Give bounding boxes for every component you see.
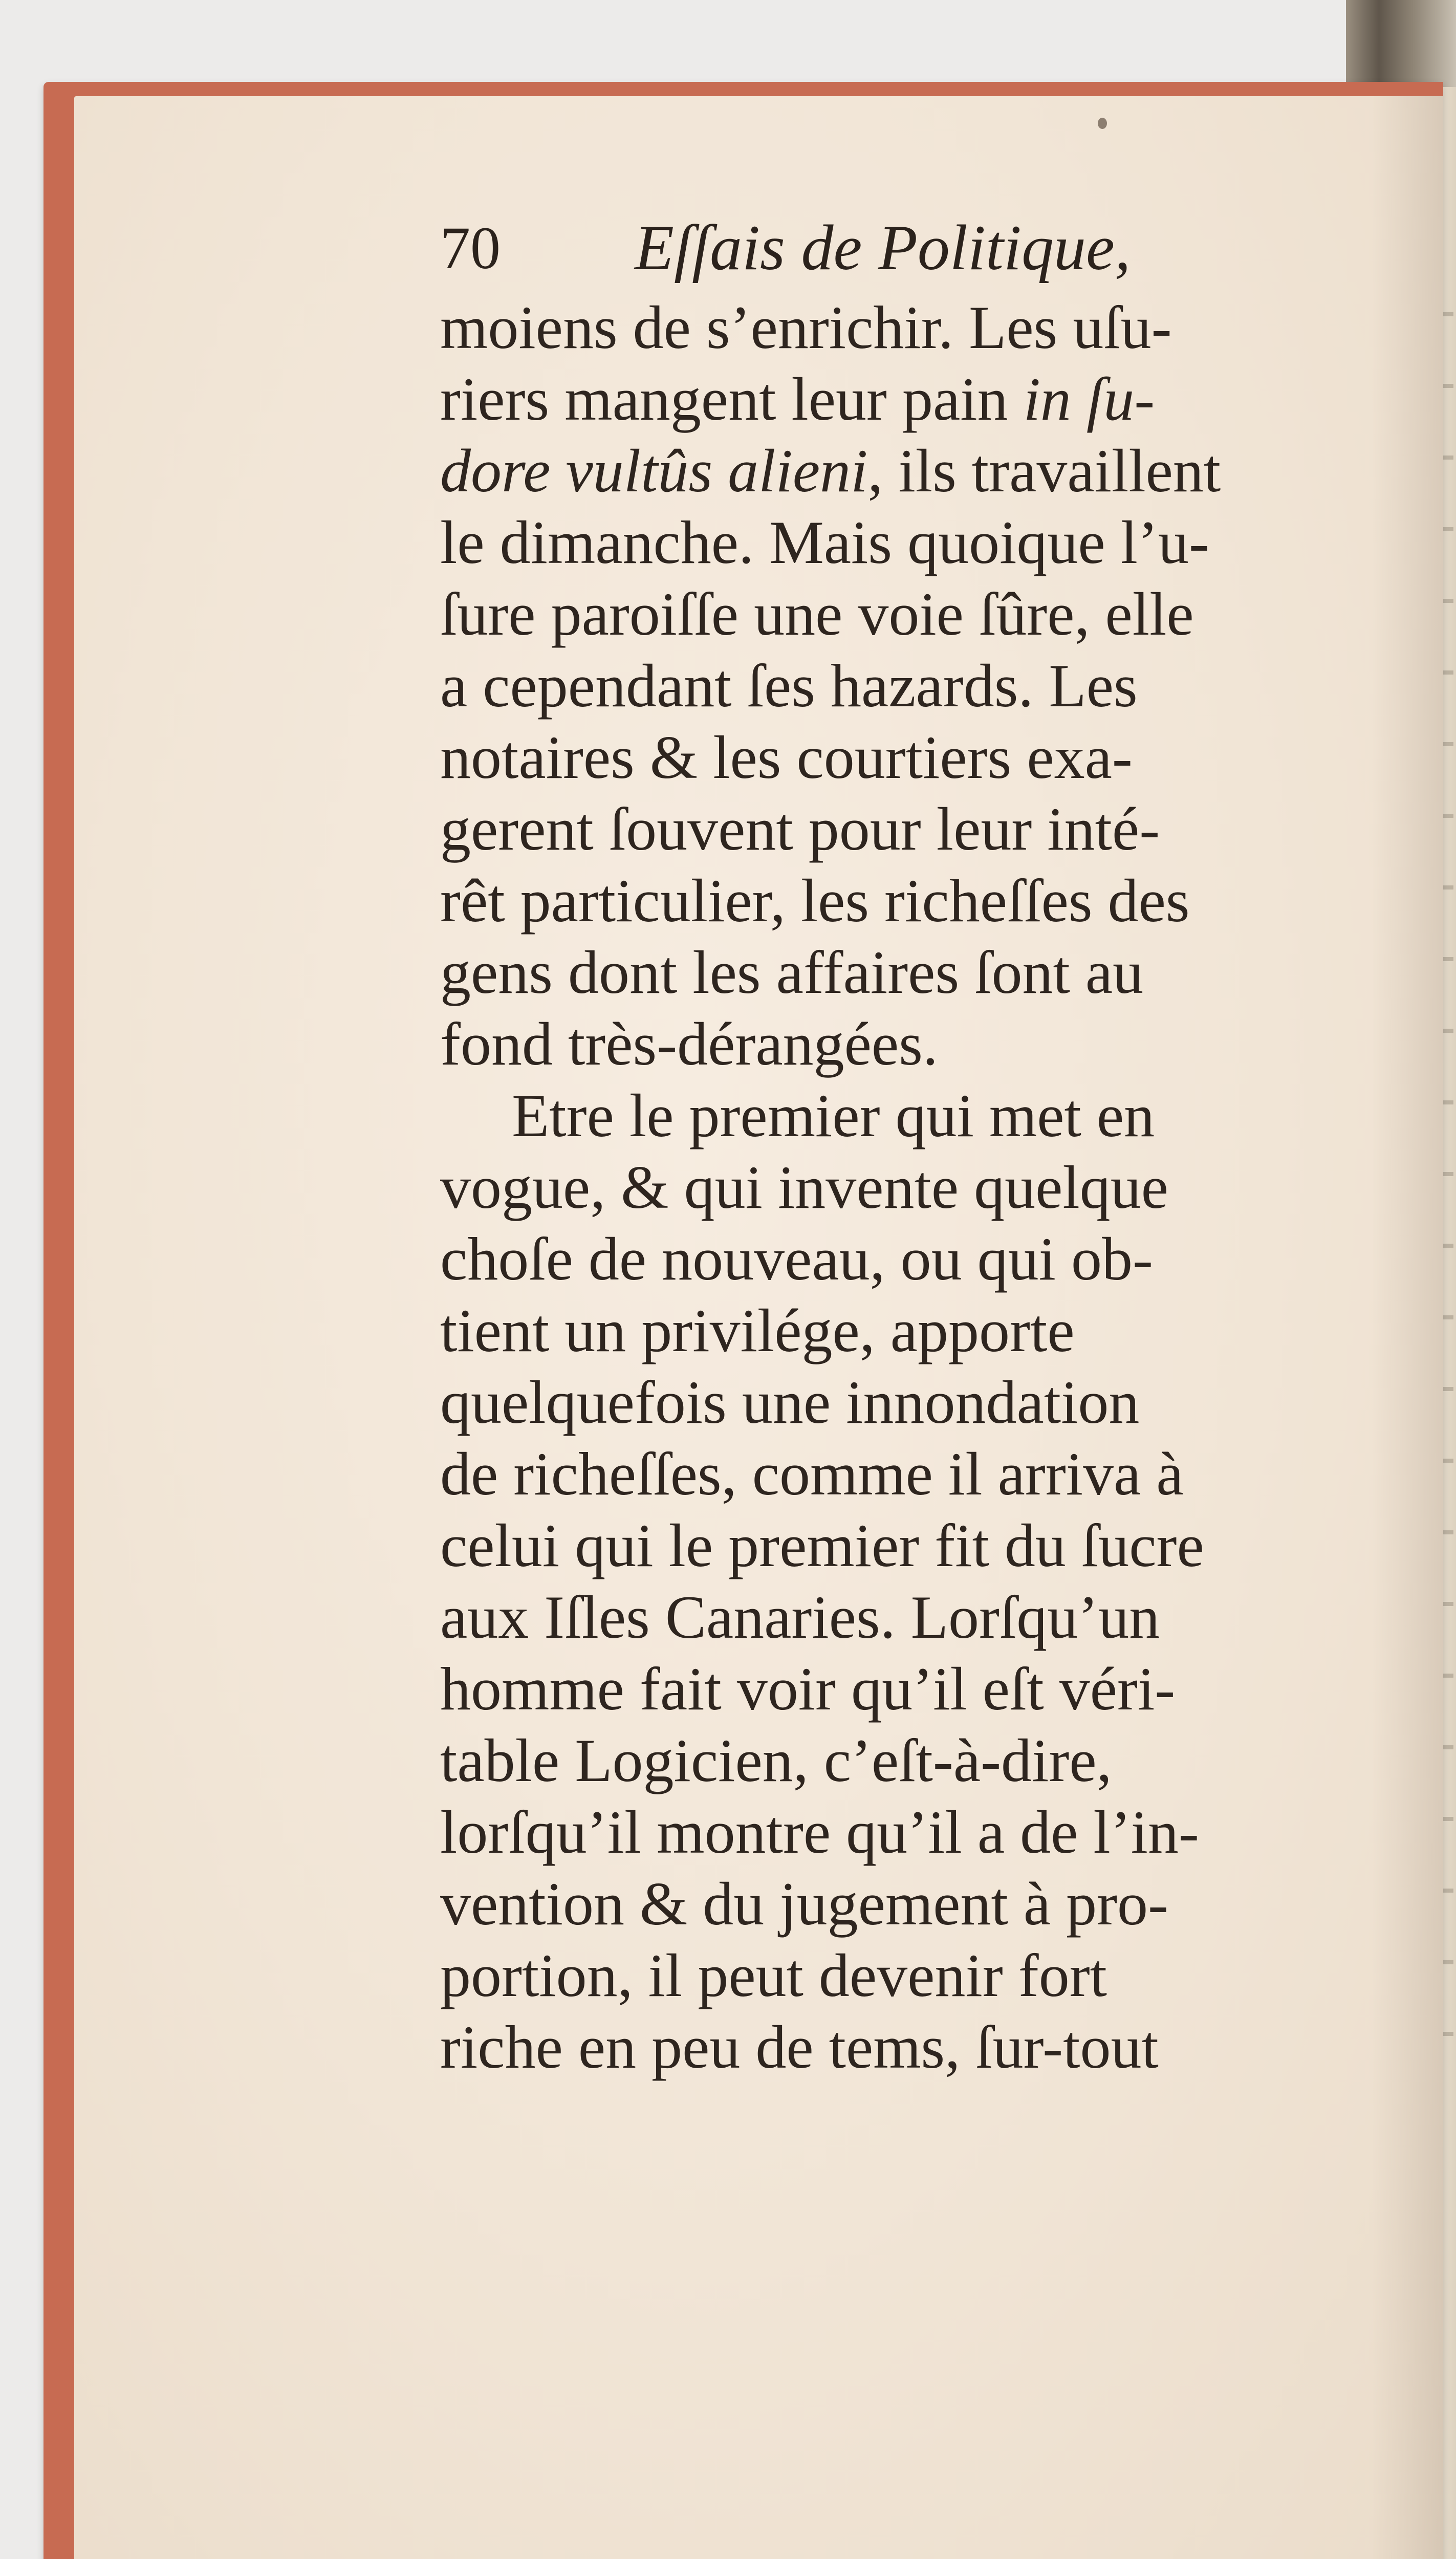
text-line: choſe de nouveau, ou qui ob-	[440, 1225, 1153, 1293]
text-line: moiens de s’enrichir. Les uſu-	[440, 293, 1172, 361]
text-line	[440, 363, 1361, 435]
paper-speck	[1098, 118, 1107, 129]
text-line: de richeſſes, comme il arriva à	[440, 1440, 1184, 1508]
text-line: ſure paroiſſe une voie ſûre, elle	[440, 580, 1194, 648]
text-line: a cependant ſes hazards. Les	[440, 652, 1138, 720]
running-title: Eſſais de Politique,	[635, 212, 1131, 284]
text-line: quelquefois une innondation	[440, 1368, 1140, 1436]
text-line: tient un privilége, apporte	[440, 1296, 1075, 1364]
text-line: gerent ſouvent pour leur inté-	[440, 795, 1160, 863]
text-line: gens dont les affaires ſont au	[440, 938, 1144, 1006]
text-line: riche en peu de tems, ſur-tout	[440, 2013, 1159, 2081]
paragraph-start-line: Etre le premier qui met en	[512, 1081, 1155, 1150]
text-line: aux Iſles Canaries. Lorſqu’un	[440, 1583, 1160, 1651]
text-line: notaires & les courtiers exa-	[440, 723, 1133, 791]
page-number: 70	[440, 214, 501, 281]
text-line: le dimanche. Mais quoique l’u-	[440, 508, 1209, 576]
text-line: table Logicien, c’eſt-à-dire,	[440, 1726, 1112, 1794]
page-text	[440, 292, 1361, 2083]
latin-italic: in ſu-	[1023, 365, 1155, 433]
running-head	[440, 207, 1310, 289]
text-line: portion, il peut devenir fort	[440, 1941, 1107, 2009]
text-line: vention & du jugement à pro-	[440, 1870, 1169, 1938]
latin-italic: dore vultûs alieni	[440, 437, 868, 505]
text-line	[440, 435, 1361, 507]
text-span: riers mangent leur pain	[440, 365, 1024, 433]
text-line: vogue, & qui invente quelque	[440, 1153, 1169, 1221]
text-span: , ils travaillent	[867, 437, 1221, 505]
text-line: fond très-dérangées.	[440, 1010, 938, 1078]
text-line: rêt particulier, les richeſſes des	[440, 866, 1190, 935]
text-line: lorſqu’il montre qu’il a de l’in-	[440, 1798, 1199, 1866]
text-line: homme fait voir qu’il eſt véri-	[440, 1655, 1176, 1723]
text-line: celui qui le premier fit du ſucre	[440, 1511, 1204, 1579]
